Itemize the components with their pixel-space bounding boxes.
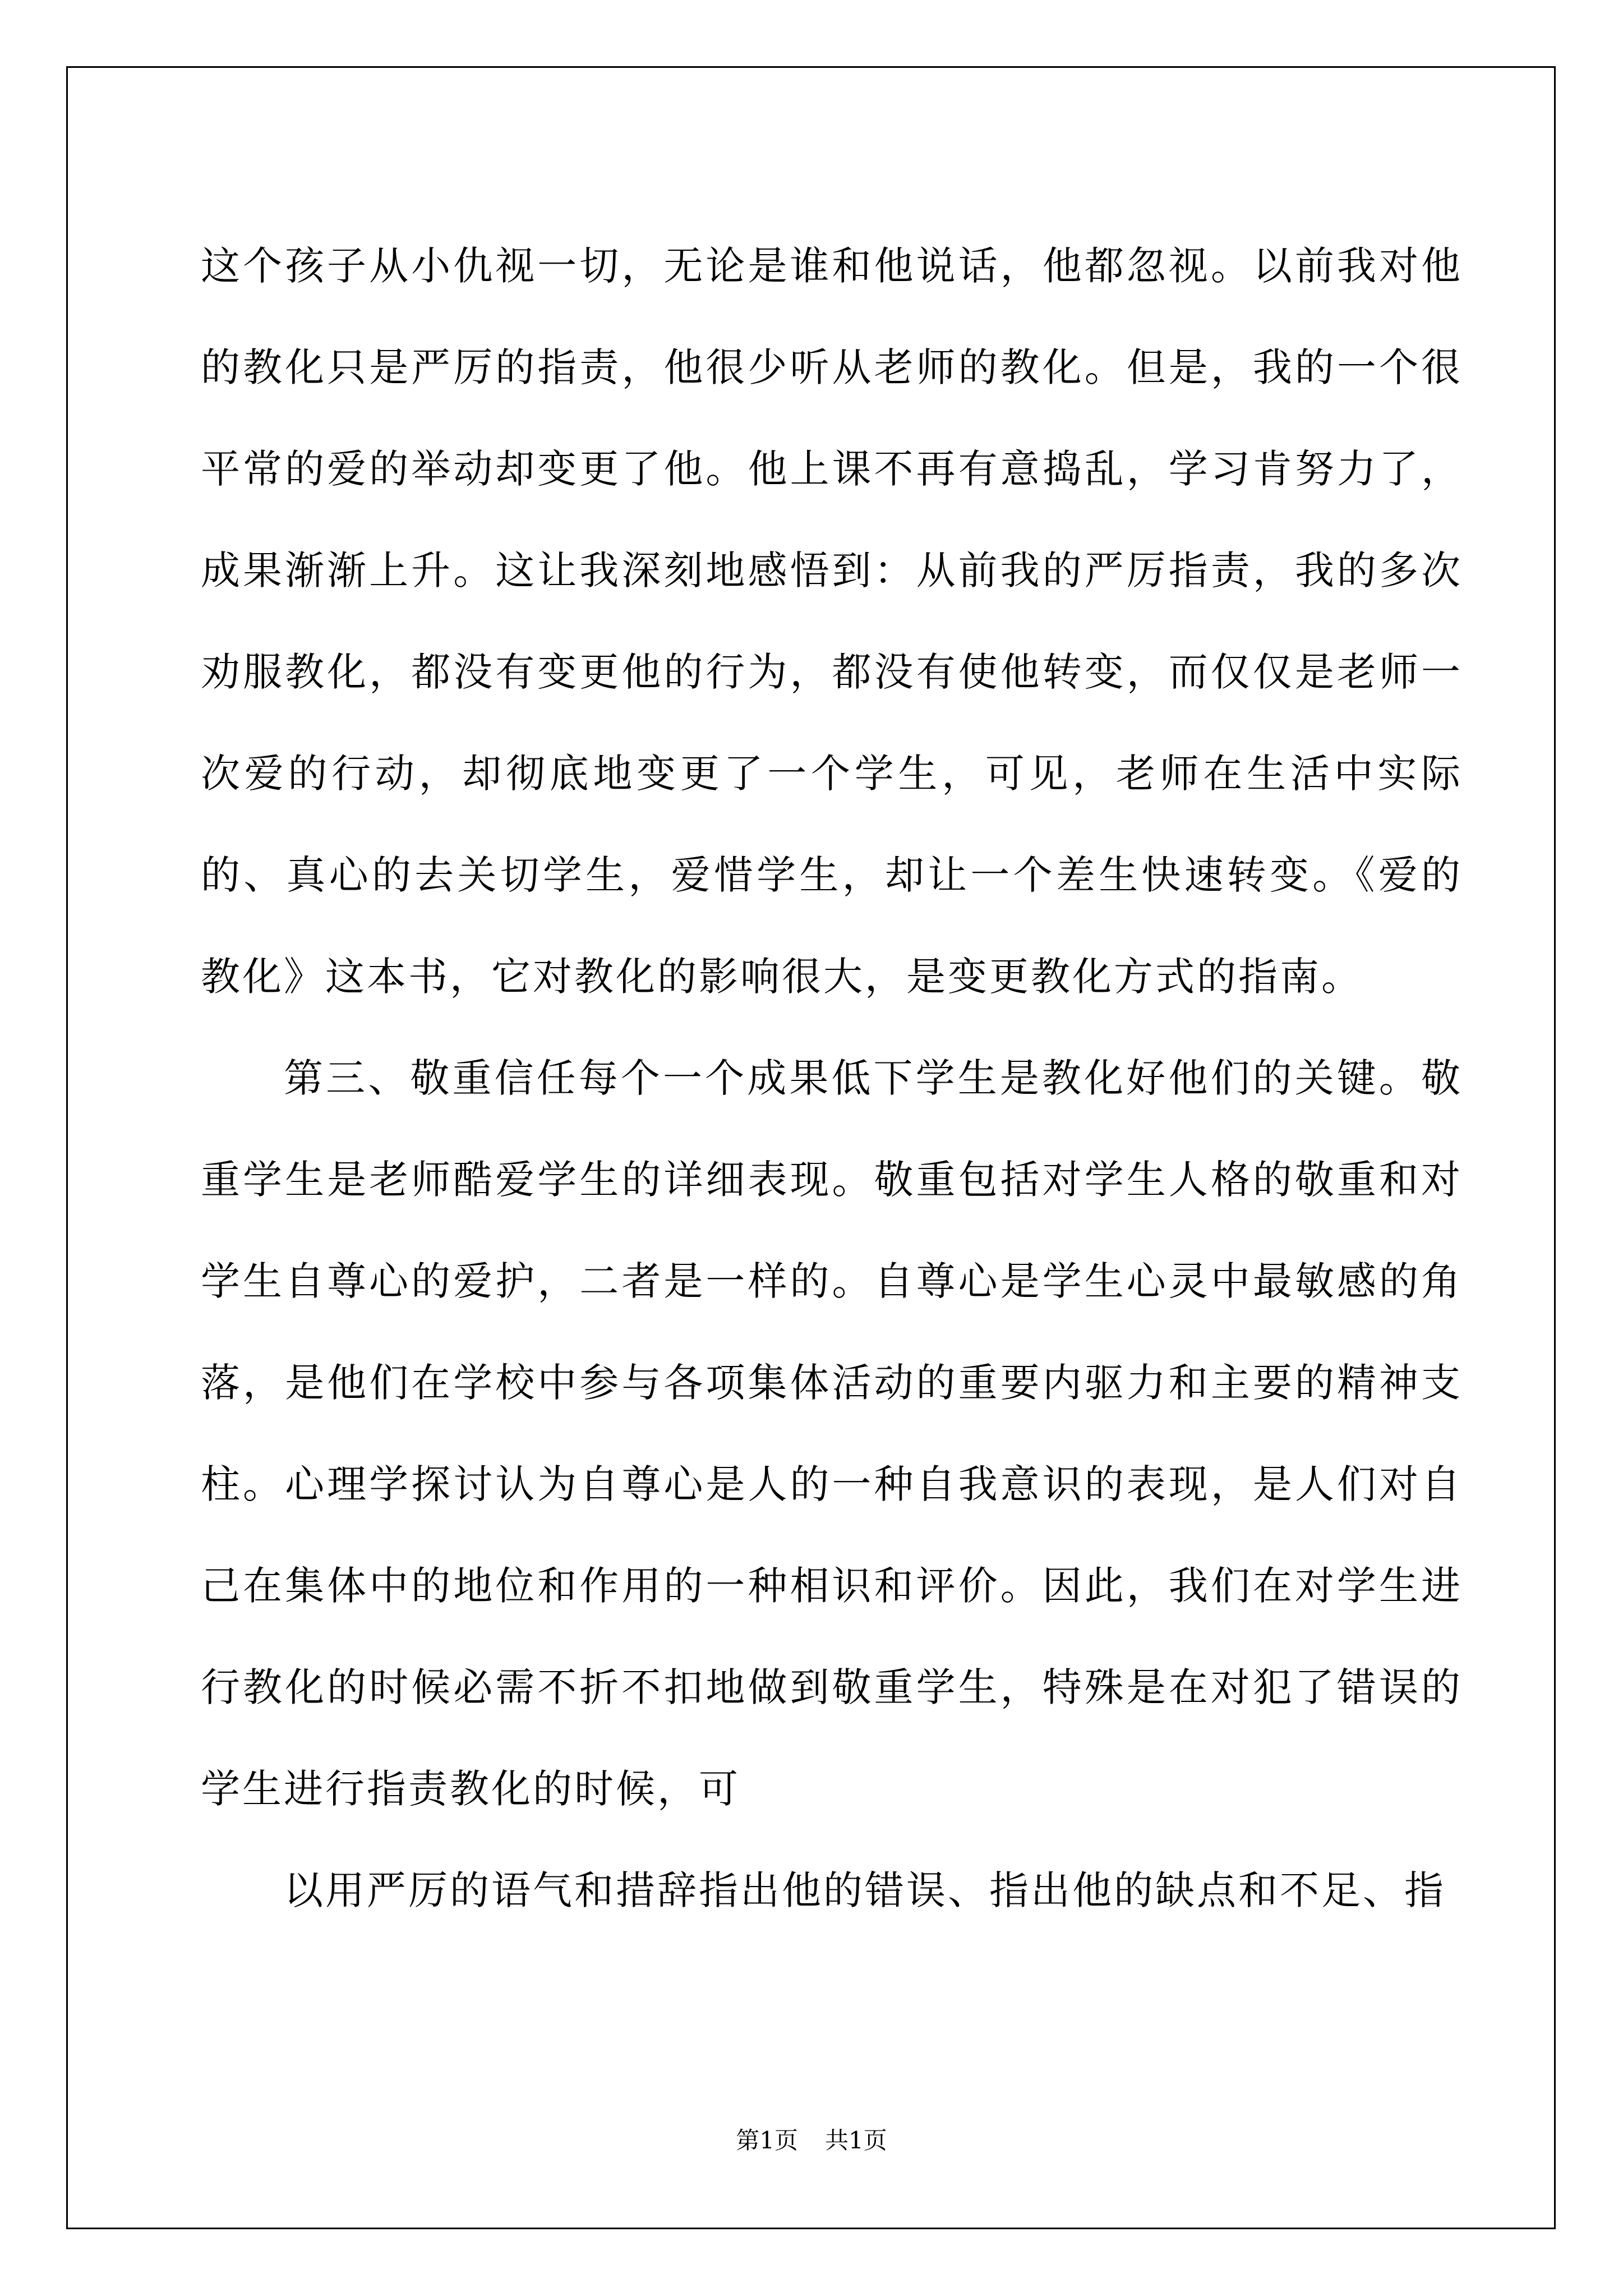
paragraph-3: 以用严厉的语气和措辞指出他的错误、指出他的缺点和不足、指 bbox=[284, 1867, 1446, 1913]
paragraph-1: 这个孩子从小仇视一切，无论是谁和他说话，他都忽视。以前我对他的教化只是严厉的指责，他很少听从老师的教化。但是，我的一个很平常的爱的举动却变更了他。他上课不再有意捣乱，学习肯努力了，成果渐渐上升。这让我深刻地感悟到：从前我的严厉指责，我的多次劝服教化，都没有变更他的行为，都没有使他转变，而仅仅是老师一次爱的行动，却彻底地变更了一个学生，可见，老师在生活中实际的、真心的去关切学生，爱惜学生，却让一个差生快速转变。《爱的教化》这本书，它对教化的影响很大，是变更教化方式的指南。 bbox=[201, 243, 1463, 1000]
paragraph-2: 第三、敬重信任每个一个成果低下学生是教化好他们的关键。敬重学生是老师酷爱学生的详细表现。敬重包括对学生人格的敬重和对学生自尊心的爱护，二者是一样的。自尊心是学生心灵中最敏感的角落，是他们在学校中参与各项集体活动的重要内驱力和主要的精神支柱。心理学探讨认为自尊心是人的一种自我意识的表现，是人们对自己在集体中的地位和作用的一种相识和评价。因此，我们在对学生进行教化的时候必需不折不扣地做到敬重学生，特殊是在对犯了错误的学生进行指责教化的时候，可 bbox=[201, 1055, 1463, 1812]
page-footer bbox=[0, 2124, 1623, 2157]
document-body bbox=[201, 215, 1463, 1941]
page-number-current: 第1页 bbox=[736, 2127, 798, 2154]
page-number-total: 共1页 bbox=[825, 2127, 887, 2154]
